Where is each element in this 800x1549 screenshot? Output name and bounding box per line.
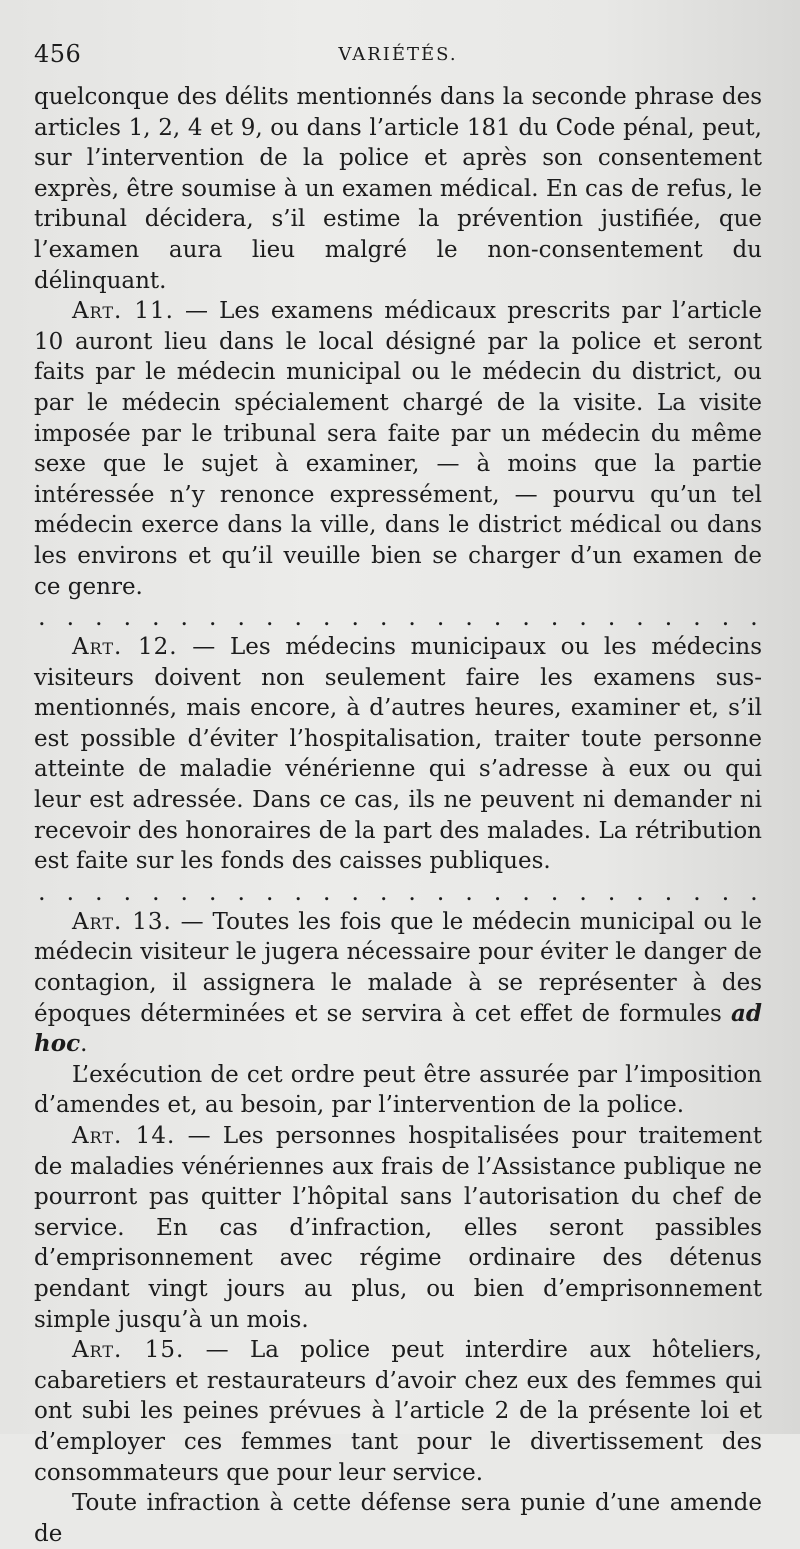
paragraph-text: L’exécution de cet ordre peut être assurée par l’imposition d’amendes et, au besoin, par l’intervention de la police. (34, 1061, 762, 1119)
ellipsis-dot: . (465, 877, 473, 906)
ellipsis-dot: . (493, 603, 502, 632)
ellipsis-dot: . (607, 877, 616, 906)
paragraph-text: quelconque des délits mentionnés dans la seconde phrase des articles 1, 2, 4 et 9, ou dans l’article 181 du Code pénal, peut, sur l’intervention de la police et après son consentement exprès, être soumise à un examen médical. En cas de refus, le tribunal décidera, s’il estime la prévention justifiée, que l’examen aura lieu malgré le non-consentement du délinquant. (34, 84, 762, 294)
ellipsis-dot: . (493, 877, 502, 906)
page-number: 456 (34, 40, 82, 68)
ellipsis-dot: . (351, 603, 359, 632)
article-label: Art. 12. (72, 634, 178, 661)
ellipsis-dot: . (151, 877, 160, 906)
ellipsis-dot: . (151, 603, 160, 632)
ellipsis-dot: . (721, 603, 730, 632)
ellipsis-dot: . (265, 603, 274, 632)
ellipsis-dot: . (636, 603, 644, 632)
article-label: Art. 11. (72, 298, 174, 325)
ellipsis-dot: . (180, 603, 189, 632)
paragraph-text: Toute infraction à cette défense sera punie d’une amende de (34, 1490, 762, 1547)
ellipsis-dot: . (579, 603, 587, 632)
ellipsis-dot: . (579, 877, 587, 906)
ellipsis-dot: . (208, 877, 217, 906)
article-text: — Toutes les fois que le médecin municipal ou le médecin visiteur le jugera nécessaire pour éviter le danger de contagion, il assignera le malade à se représenter à des époques déterminées et se servira à cet effet de formules (34, 908, 763, 1027)
ellipsis-dot: . (237, 603, 246, 632)
ellipsis-dot: . (322, 603, 331, 632)
ellipsis-dot: . (208, 603, 217, 632)
ellipsis-dot: . (721, 877, 730, 906)
paragraph (34, 1488, 762, 1549)
ellipsis-dot: . (379, 603, 388, 632)
ellipsis-dot: . (750, 877, 758, 906)
article-text: — Les personnes hospitalisées pour traitement de maladies vénériennes aux frais de l’Assistance publique ne pourront pas quitter l’hôpital sans l’autorisation du chef de service. En cas d’infraction, elles seront passibles d’emprisonnement avec régime ordinaire des détenus pendant vingt jours au plus, ou bien d’emprisonnement simple jusqu’à un mois. (34, 1123, 762, 1333)
ellipsis-dot: . (38, 877, 46, 906)
ellipsis-dot: . (265, 877, 274, 906)
ellipsis-dot: . (408, 877, 416, 906)
article-15 (34, 1335, 762, 1488)
article-text: — La police peut interdire aux hôteliers, cabaretiers et restaurateurs d’avoir chez eux des femmes qui ont subi les peines prévues à l’article 2 de la présente loi et d’employer ces femmes tant pour le divertissement des consommateurs que pour leur service. (34, 1337, 762, 1486)
body-text (34, 82, 762, 1549)
ellipsis-dot: . (294, 877, 302, 906)
article-text: — Les examens médicaux prescrits par l’article 10 auront lieu dans le local désigné par la police et seront faits par le médecin municipal ou le médecin du district, ou par le médecin spécialement chargé de la visite. La visite imposée par le tribunal sera faite par un médecin du même sexe que le sujet à examiner, — à moins que la partie intéressée n’y renonce expressément, — pourvu qu’un tel médecin exerce dans la ville, dans le district médical ou dans les environs et qu’il veuille bien se charger d’un examen de ce genre. (34, 298, 762, 600)
article-12 (34, 632, 762, 877)
running-head: VARIÉTÉS. (338, 44, 458, 65)
italic-term: ad hoc (34, 999, 762, 1058)
article-14 (34, 1121, 762, 1335)
ellipsis-dot: . (38, 603, 46, 632)
ellipsis-dot: . (180, 877, 189, 906)
ellipsis-dot: . (123, 603, 132, 632)
ellipsis-dot: . (522, 877, 530, 906)
ellipsis-dot: . (664, 877, 673, 906)
ellipsis-dot: . (693, 877, 701, 906)
ellipsis-dot: . (408, 603, 416, 632)
ellipsis-dot: . (693, 603, 701, 632)
ellipsis-dot: . (664, 603, 673, 632)
ellipsis-dot: . (465, 603, 473, 632)
ellipsis-dot: . (436, 603, 445, 632)
ellipsis-dot: . (94, 877, 103, 906)
ellipsis-dot: . (66, 603, 75, 632)
ellipsis-dot: . (379, 877, 388, 906)
ellipsis-row (34, 877, 762, 907)
ellipsis-dot: . (351, 877, 359, 906)
ellipsis-dot: . (436, 877, 445, 906)
ellipsis-dot: . (550, 877, 559, 906)
ellipsis-dot: . (294, 603, 302, 632)
article-text: — Les médecins municipaux ou les médecins visiteurs doivent non seulement faire les examens sus-mentionnés, mais encore, à d’autres heures, examiner et, s’il est possible d’éviter l’hospitalisation, traiter toute personne atteinte de maladie vénérienne qui s’adresse à eux ou qui leur est adressée. Dans ce cas, ils ne peuvent ni demander ni recevoir des honoraires de la part des malades. La rétribution est faite sur les fonds des caisses publiques. (34, 634, 762, 875)
ellipsis-row (34, 602, 762, 632)
paragraph-continuation (34, 82, 762, 296)
article-11 (34, 296, 762, 602)
article-label: Art. 13. (72, 908, 172, 935)
ellipsis-dot: . (66, 877, 75, 906)
page-header (34, 26, 762, 82)
ellipsis-dot: . (636, 877, 644, 906)
ellipsis-dot: . (237, 877, 246, 906)
ellipsis-dot: . (522, 603, 530, 632)
ellipsis-dot: . (607, 603, 616, 632)
ellipsis-dot: . (123, 877, 132, 906)
paragraph (34, 1060, 762, 1121)
article-text-end: . (80, 1031, 88, 1058)
ellipsis-dot: . (94, 603, 103, 632)
article-13 (34, 907, 762, 1060)
ellipsis-dot: . (322, 877, 331, 906)
ellipsis-dot: . (550, 603, 559, 632)
ellipsis-dot: . (750, 603, 758, 632)
article-label: Art. 14. (72, 1123, 176, 1149)
article-label: Art. 15. (72, 1337, 185, 1364)
